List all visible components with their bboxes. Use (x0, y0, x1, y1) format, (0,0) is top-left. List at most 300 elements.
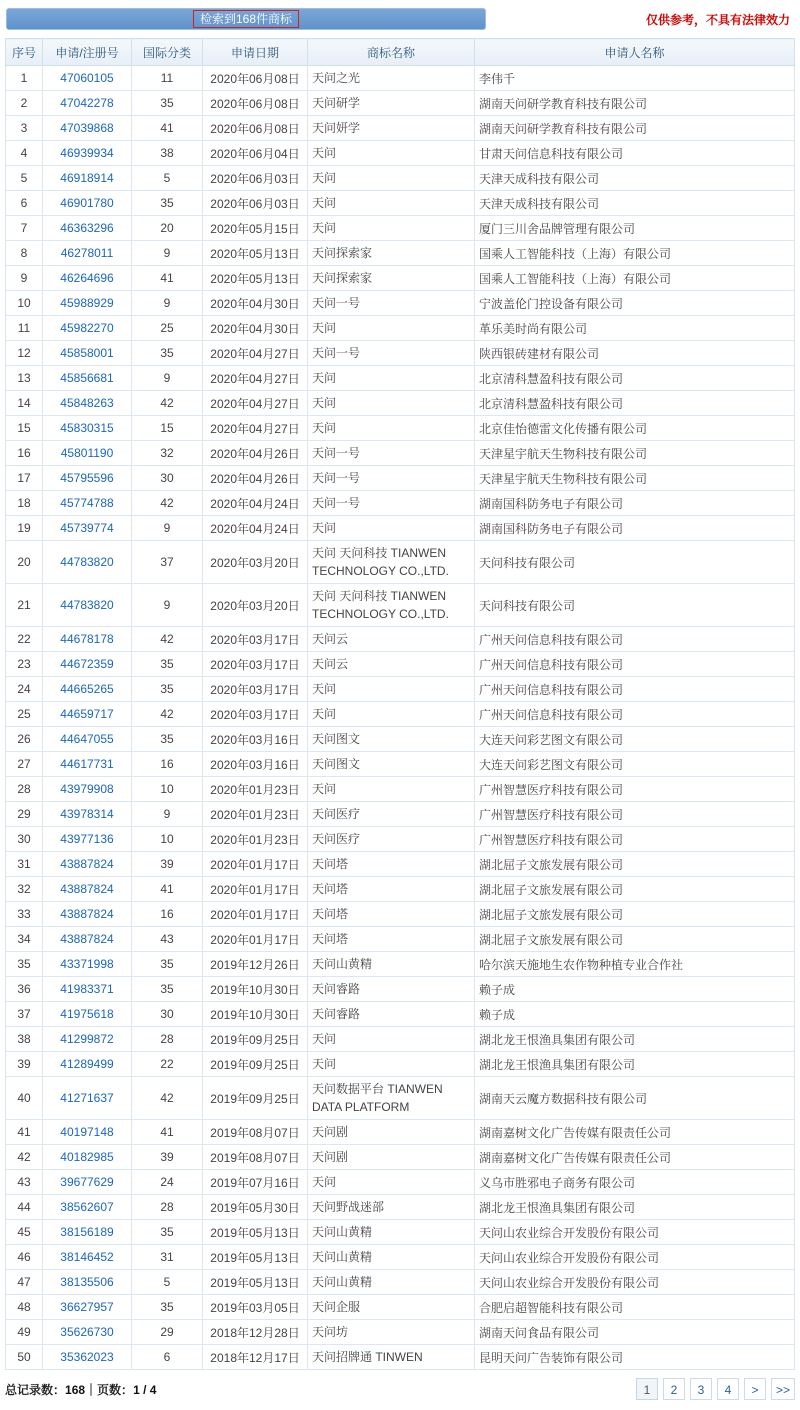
application-number-link[interactable]: 41975618 (60, 1007, 114, 1021)
application-number-link[interactable]: 44659717 (60, 707, 114, 721)
cell-class: 9 (132, 584, 203, 627)
cell-application-number[interactable] (43, 1077, 132, 1120)
cell-trademark-name[interactable] (308, 166, 475, 191)
cell-application-date: 2020年04月27日 (203, 341, 308, 366)
application-number-link[interactable]: 44783820 (60, 555, 114, 569)
cell-class: 9 (132, 366, 203, 391)
application-number-link[interactable]: 41299872 (60, 1032, 114, 1046)
cell-applicant-name: 广州天问信息科技有限公司 (475, 702, 795, 727)
cell-index: 50 (6, 1345, 43, 1370)
cell-application-date: 2020年01月17日 (203, 877, 308, 902)
application-number-link[interactable]: 47042278 (60, 96, 114, 110)
application-number-link[interactable]: 45739774 (60, 521, 114, 535)
cell-application-number[interactable] (43, 191, 132, 216)
application-number-link[interactable]: 35626730 (60, 1325, 114, 1339)
cell-trademark-name[interactable] (308, 391, 475, 416)
cell-trademark-name[interactable] (308, 416, 475, 441)
cell-applicant-name: 国乘人工智能科技（上海）有限公司 (475, 266, 795, 291)
cell-index: 11 (6, 316, 43, 341)
pagination-button-4[interactable]: 4 (717, 1378, 739, 1400)
cell-application-number[interactable] (43, 877, 132, 902)
cell-trademark-name[interactable] (308, 752, 475, 777)
cell-application-number[interactable] (43, 466, 132, 491)
cell-applicant-name: 天津星宇航天生物科技有限公司 (475, 466, 795, 491)
cell-application-number[interactable] (43, 141, 132, 166)
cell-applicant-name: 广州天问信息科技有限公司 (475, 652, 795, 677)
cell-index: 16 (6, 441, 43, 466)
cell-application-date: 2019年08月07日 (203, 1145, 308, 1170)
cell-application-number[interactable] (43, 927, 132, 952)
cell-application-number[interactable] (43, 66, 132, 91)
cell-trademark-name[interactable] (308, 466, 475, 491)
cell-application-date: 2020年03月16日 (203, 752, 308, 777)
application-number-link[interactable]: 47039868 (60, 121, 114, 135)
cell-trademark-name[interactable] (308, 66, 475, 91)
cell-application-number[interactable] (43, 241, 132, 266)
application-number-link[interactable]: 46278011 (60, 246, 114, 260)
cell-index: 17 (6, 466, 43, 491)
cell-index: 37 (6, 1002, 43, 1027)
table-row (6, 1077, 795, 1120)
cell-applicant-name: 湖南国科防务电子有限公司 (475, 491, 795, 516)
cell-class: 30 (132, 466, 203, 491)
application-number-link[interactable]: 45988929 (60, 296, 114, 310)
cell-application-number[interactable] (43, 541, 132, 584)
cell-trademark-name[interactable] (308, 366, 475, 391)
table-row (6, 466, 795, 491)
cell-index: 25 (6, 702, 43, 727)
cell-application-number[interactable] (43, 366, 132, 391)
table-row (6, 341, 795, 366)
cell-index: 35 (6, 952, 43, 977)
pagination-button-1[interactable]: 1 (636, 1378, 658, 1400)
cell-application-number[interactable] (43, 116, 132, 141)
cell-trademark-name[interactable] (308, 316, 475, 341)
cell-application-number[interactable] (43, 291, 132, 316)
cell-application-date: 2020年04月30日 (203, 316, 308, 341)
cell-trademark-name[interactable] (308, 1145, 475, 1170)
cell-trademark-name[interactable] (308, 91, 475, 116)
application-number-link[interactable]: 44678178 (60, 632, 114, 646)
trademark-name-text: 天问研学 (312, 96, 361, 110)
application-number-link[interactable]: 43371998 (60, 957, 114, 971)
cell-trademark-name[interactable] (308, 266, 475, 291)
trademark-results-table (5, 38, 795, 1370)
cell-application-number[interactable] (43, 727, 132, 752)
trademark-name-text: 天问一号 (312, 496, 361, 510)
cell-class: 29 (132, 1320, 203, 1345)
cell-applicant-name: 湖南天问研学教育科技有限公司 (475, 91, 795, 116)
cell-application-number[interactable] (43, 1170, 132, 1195)
cell-index: 10 (6, 291, 43, 316)
application-number-link[interactable]: 46363296 (60, 221, 114, 235)
application-number-link[interactable]: 38562607 (60, 1200, 114, 1214)
application-number-link[interactable]: 45774788 (60, 496, 114, 510)
cell-class: 35 (132, 1295, 203, 1320)
trademark-name-text: 天问探索家 (312, 271, 373, 285)
application-number-link[interactable]: 45982270 (60, 321, 114, 335)
cell-index: 28 (6, 777, 43, 802)
cell-trademark-name[interactable] (308, 141, 475, 166)
cell-trademark-name[interactable] (308, 1345, 475, 1370)
application-number-link[interactable]: 36627957 (60, 1300, 114, 1314)
cell-application-number[interactable] (43, 491, 132, 516)
cell-application-number[interactable] (43, 516, 132, 541)
table-row (6, 66, 795, 91)
cell-applicant-name: 湖南天问食品有限公司 (475, 1320, 795, 1345)
cell-application-number[interactable] (43, 977, 132, 1002)
cell-trademark-name[interactable] (308, 627, 475, 652)
application-number-link[interactable]: 35362023 (60, 1350, 114, 1364)
application-number-link[interactable]: 43979908 (60, 782, 114, 796)
disclaimer-text: 仅供参考，不具有法律效力 (645, 12, 790, 27)
application-number-link[interactable]: 43887824 (60, 882, 114, 896)
cell-index: 9 (6, 266, 43, 291)
cell-application-number[interactable] (43, 416, 132, 441)
trademark-name-text: 天问 (312, 321, 337, 335)
cell-trademark-name[interactable] (308, 1220, 475, 1245)
trademark-name-text: 天问 天问科技 TIANWEN TECHNOLOGY CO.,LTD. (312, 546, 449, 578)
cell-applicant-name: 湖南国科防务电子有限公司 (475, 516, 795, 541)
total-records-label: 总记录数： (5, 1382, 66, 1397)
cell-application-number[interactable] (43, 802, 132, 827)
cell-application-number[interactable] (43, 1320, 132, 1345)
table-header (6, 39, 795, 66)
cell-trademark-name[interactable] (308, 1027, 475, 1052)
cell-class: 35 (132, 341, 203, 366)
cell-applicant-name: 革乐美时尚有限公司 (475, 316, 795, 341)
cell-applicant-name: 湖南嘉树文化广告传媒有限责任公司 (475, 1120, 795, 1145)
cell-application-number[interactable] (43, 952, 132, 977)
cell-trademark-name[interactable] (308, 877, 475, 902)
cell-application-number[interactable] (43, 316, 132, 341)
cell-trademark-name[interactable] (308, 927, 475, 952)
cell-class: 9 (132, 241, 203, 266)
cell-class: 41 (132, 116, 203, 141)
cell-application-number[interactable] (43, 677, 132, 702)
cell-index: 44 (6, 1195, 43, 1220)
cell-application-number[interactable] (43, 1295, 132, 1320)
table-row (6, 541, 795, 584)
cell-application-date: 2020年06月08日 (203, 116, 308, 141)
pagination-button-[interactable]: > (744, 1378, 766, 1400)
trademark-name-text: 天问山黄精 (312, 1275, 373, 1289)
application-number-link[interactable]: 46901780 (60, 196, 114, 210)
application-number-link[interactable]: 38156189 (60, 1225, 114, 1239)
application-number-link[interactable]: 45858001 (60, 346, 114, 360)
trademark-name-text: 天问 (312, 1032, 337, 1046)
cell-application-number[interactable] (43, 1220, 132, 1245)
application-number-link[interactable]: 41289499 (60, 1057, 114, 1071)
application-number-link[interactable]: 44672359 (60, 657, 114, 671)
cell-trademark-name[interactable] (308, 1052, 475, 1077)
trademark-name-text: 天问云 (312, 632, 349, 646)
application-number-link[interactable]: 39677629 (60, 1175, 114, 1189)
cell-trademark-name[interactable] (308, 1295, 475, 1320)
trademark-name-text: 天问探索家 (312, 246, 373, 260)
cell-application-date: 2019年10月30日 (203, 977, 308, 1002)
cell-application-number[interactable] (43, 216, 132, 241)
application-number-link[interactable]: 44617731 (60, 757, 114, 771)
cell-application-number[interactable] (43, 752, 132, 777)
table-row (6, 91, 795, 116)
cell-class: 42 (132, 1077, 203, 1120)
table-row (6, 1002, 795, 1027)
cell-application-number[interactable] (43, 1195, 132, 1220)
cell-class: 9 (132, 291, 203, 316)
cell-index: 15 (6, 416, 43, 441)
pagination[interactable] (636, 1378, 795, 1400)
cell-application-number[interactable] (43, 341, 132, 366)
cell-applicant-name: 宁波盖伦门控设备有限公司 (475, 291, 795, 316)
application-number-link[interactable]: 45801190 (60, 446, 114, 460)
cell-application-number[interactable] (43, 1345, 132, 1370)
application-number-link[interactable]: 45795596 (60, 471, 114, 485)
cell-trademark-name[interactable] (308, 1320, 475, 1345)
cell-application-number[interactable] (43, 702, 132, 727)
cell-application-date: 2020年04月27日 (203, 391, 308, 416)
trademark-name-text: 天问睿路 (312, 1007, 361, 1021)
cell-application-date: 2020年03月16日 (203, 727, 308, 752)
pagination-button-3[interactable]: 3 (690, 1378, 712, 1400)
table-row (6, 241, 795, 266)
cell-application-number[interactable] (43, 1002, 132, 1027)
cell-applicant-name: 湖南天云魔方数据科技有限公司 (475, 1077, 795, 1120)
cell-trademark-name[interactable] (308, 216, 475, 241)
application-number-link[interactable]: 45848263 (60, 396, 114, 410)
table-row (6, 702, 795, 727)
cell-index: 18 (6, 491, 43, 516)
cell-applicant-name: 大连天问彩艺图文有限公司 (475, 727, 795, 752)
cell-trademark-name[interactable] (308, 541, 475, 584)
application-number-link[interactable]: 40197148 (60, 1125, 114, 1139)
cell-trademark-name[interactable] (308, 1120, 475, 1145)
cell-applicant-name: 天津天成科技有限公司 (475, 166, 795, 191)
cell-trademark-name[interactable] (308, 977, 475, 1002)
table-row (6, 266, 795, 291)
result-count-banner (6, 8, 486, 30)
cell-applicant-name: 赖子成 (475, 977, 795, 1002)
cell-trademark-name[interactable] (308, 852, 475, 877)
trademark-name-text: 天问一号 (312, 346, 361, 360)
cell-application-number[interactable] (43, 827, 132, 852)
cell-application-number[interactable] (43, 1245, 132, 1270)
cell-application-number[interactable] (43, 391, 132, 416)
cell-trademark-name[interactable] (308, 652, 475, 677)
cell-index: 8 (6, 241, 43, 266)
cell-applicant-name: 湖北龙王恨渔具集团有限公司 (475, 1195, 795, 1220)
cell-applicant-name: 湖南嘉树文化广告传媒有限责任公司 (475, 1145, 795, 1170)
cell-index: 29 (6, 802, 43, 827)
cell-trademark-name[interactable] (308, 677, 475, 702)
cell-class: 35 (132, 727, 203, 752)
cell-application-number[interactable] (43, 441, 132, 466)
cell-applicant-name: 天津星宇航天生物科技有限公司 (475, 441, 795, 466)
cell-application-number[interactable] (43, 777, 132, 802)
cell-class: 38 (132, 141, 203, 166)
cell-application-number[interactable] (43, 1145, 132, 1170)
cell-class: 10 (132, 777, 203, 802)
cell-trademark-name[interactable] (308, 1270, 475, 1295)
cell-applicant-name: 陕西银砖建材有限公司 (475, 341, 795, 366)
table-row (6, 1027, 795, 1052)
application-number-link[interactable]: 47060105 (60, 71, 114, 85)
trademark-name-text: 天问 (312, 421, 337, 435)
table-row (6, 516, 795, 541)
cell-application-number[interactable] (43, 1120, 132, 1145)
cell-application-number[interactable] (43, 627, 132, 652)
pagination-button-2[interactable]: 2 (663, 1378, 685, 1400)
cell-trademark-name[interactable] (308, 191, 475, 216)
page-count-value: 1 / 4 (133, 1382, 157, 1397)
cell-trademark-name[interactable] (308, 241, 475, 266)
cell-index: 14 (6, 391, 43, 416)
cell-trademark-name[interactable] (308, 702, 475, 727)
trademark-name-text: 天问塔 (312, 857, 349, 871)
cell-class: 16 (132, 902, 203, 927)
cell-index: 40 (6, 1077, 43, 1120)
column-header-applicant: 申请人名称 (475, 39, 795, 66)
cell-applicant-name: 天问山农业综合开发股份有限公司 (475, 1245, 795, 1270)
cell-application-date: 2020年01月17日 (203, 927, 308, 952)
cell-index: 41 (6, 1120, 43, 1145)
trademark-name-text: 天问 (312, 782, 337, 796)
cell-application-date: 2020年03月17日 (203, 627, 308, 652)
cell-application-date: 2020年03月17日 (203, 702, 308, 727)
trademark-name-text: 天问 (312, 221, 337, 235)
table-row (6, 1295, 795, 1320)
trademark-name-text: 天问 (312, 396, 337, 410)
application-number-link[interactable]: 38135506 (60, 1275, 114, 1289)
application-number-link[interactable]: 41983371 (60, 982, 114, 996)
cell-trademark-name[interactable] (308, 1002, 475, 1027)
cell-trademark-name[interactable] (308, 1077, 475, 1120)
cell-trademark-name[interactable] (308, 116, 475, 141)
cell-trademark-name[interactable] (308, 291, 475, 316)
application-number-link[interactable]: 44783820 (60, 598, 114, 612)
cell-applicant-name: 天问山农业综合开发股份有限公司 (475, 1270, 795, 1295)
column-header-class: 国际分类 (132, 39, 203, 66)
table-row (6, 752, 795, 777)
cell-trademark-name[interactable] (308, 1245, 475, 1270)
cell-index: 34 (6, 927, 43, 952)
trademark-name-text: 天问 (312, 371, 337, 385)
cell-trademark-name[interactable] (308, 902, 475, 927)
application-number-link[interactable]: 40182985 (60, 1150, 114, 1164)
application-number-link[interactable]: 45856681 (60, 371, 114, 385)
cell-applicant-name: 湖北龙王恨渔具集团有限公司 (475, 1052, 795, 1077)
application-number-link[interactable]: 43887824 (60, 932, 114, 946)
cell-application-number[interactable] (43, 166, 132, 191)
cell-trademark-name[interactable] (308, 727, 475, 752)
cell-trademark-name[interactable] (308, 827, 475, 852)
cell-trademark-name[interactable] (308, 491, 475, 516)
cell-index: 27 (6, 752, 43, 777)
cell-trademark-name[interactable] (308, 441, 475, 466)
application-number-link[interactable]: 44647055 (60, 732, 114, 746)
cell-class: 24 (132, 1170, 203, 1195)
cell-application-date: 2020年04月30日 (203, 291, 308, 316)
cell-index: 26 (6, 727, 43, 752)
cell-application-number[interactable] (43, 584, 132, 627)
cell-application-date: 2019年09月25日 (203, 1052, 308, 1077)
cell-applicant-name: 义乌市胜邪电子商务有限公司 (475, 1170, 795, 1195)
cell-application-number[interactable] (43, 1052, 132, 1077)
cell-trademark-name[interactable] (308, 802, 475, 827)
application-number-link[interactable]: 46918914 (60, 171, 114, 185)
cell-application-number[interactable] (43, 91, 132, 116)
table-row (6, 216, 795, 241)
cell-application-date: 2020年04月26日 (203, 466, 308, 491)
cell-trademark-name[interactable] (308, 516, 475, 541)
cell-application-number[interactable] (43, 1027, 132, 1052)
trademark-name-text: 天问 (312, 1175, 337, 1189)
page-count-label: ｜页数： (85, 1382, 134, 1397)
trademark-name-text: 天问塔 (312, 907, 349, 921)
cell-applicant-name: 湖北屈子文旅发展有限公司 (475, 902, 795, 927)
application-number-link[interactable]: 45830315 (60, 421, 114, 435)
table-row (6, 1170, 795, 1195)
cell-trademark-name[interactable] (308, 1195, 475, 1220)
cell-trademark-name[interactable] (308, 341, 475, 366)
cell-applicant-name: 广州智慧医疗科技有限公司 (475, 802, 795, 827)
table-row (6, 652, 795, 677)
cell-application-number[interactable] (43, 266, 132, 291)
cell-class: 42 (132, 702, 203, 727)
cell-application-number[interactable] (43, 1270, 132, 1295)
cell-trademark-name[interactable] (308, 1170, 475, 1195)
total-records-value: 168 (65, 1382, 86, 1397)
application-number-link[interactable]: 43977136 (60, 832, 114, 846)
cell-index: 7 (6, 216, 43, 241)
cell-class: 37 (132, 541, 203, 584)
cell-application-date: 2018年12月28日 (203, 1320, 308, 1345)
pagination-button-[interactable]: >> (771, 1378, 795, 1400)
cell-application-date: 2020年03月20日 (203, 541, 308, 584)
application-number-link[interactable]: 46264696 (60, 271, 114, 285)
cell-applicant-name: 广州智慧医疗科技有限公司 (475, 777, 795, 802)
cell-trademark-name[interactable] (308, 952, 475, 977)
application-number-link[interactable]: 44665265 (60, 682, 114, 696)
table-row (6, 166, 795, 191)
cell-class: 15 (132, 416, 203, 441)
cell-class: 41 (132, 877, 203, 902)
cell-applicant-name: 湖北屈子文旅发展有限公司 (475, 852, 795, 877)
application-number-link[interactable]: 46939934 (60, 146, 114, 160)
application-number-link[interactable]: 43887824 (60, 857, 114, 871)
cell-application-number[interactable] (43, 902, 132, 927)
trademark-name-text: 天问 (312, 707, 337, 721)
cell-class: 5 (132, 166, 203, 191)
application-number-link[interactable]: 43887824 (60, 907, 114, 921)
cell-application-date: 2019年05月13日 (203, 1245, 308, 1270)
cell-application-date: 2020年01月17日 (203, 852, 308, 877)
cell-application-date: 2020年01月23日 (203, 802, 308, 827)
cell-application-number[interactable] (43, 852, 132, 877)
application-number-link[interactable]: 43978314 (60, 807, 114, 821)
cell-trademark-name[interactable] (308, 777, 475, 802)
cell-index: 3 (6, 116, 43, 141)
table-row (6, 852, 795, 877)
cell-trademark-name[interactable] (308, 584, 475, 627)
trademark-name-text: 天问招牌通 TINWEN (312, 1350, 423, 1364)
application-number-link[interactable]: 41271637 (60, 1091, 114, 1105)
cell-applicant-name: 湖北龙王恨渔具集团有限公司 (475, 1027, 795, 1052)
application-number-link[interactable]: 38146452 (60, 1250, 114, 1264)
table-row (6, 116, 795, 141)
cell-application-number[interactable] (43, 652, 132, 677)
cell-class: 30 (132, 1002, 203, 1027)
